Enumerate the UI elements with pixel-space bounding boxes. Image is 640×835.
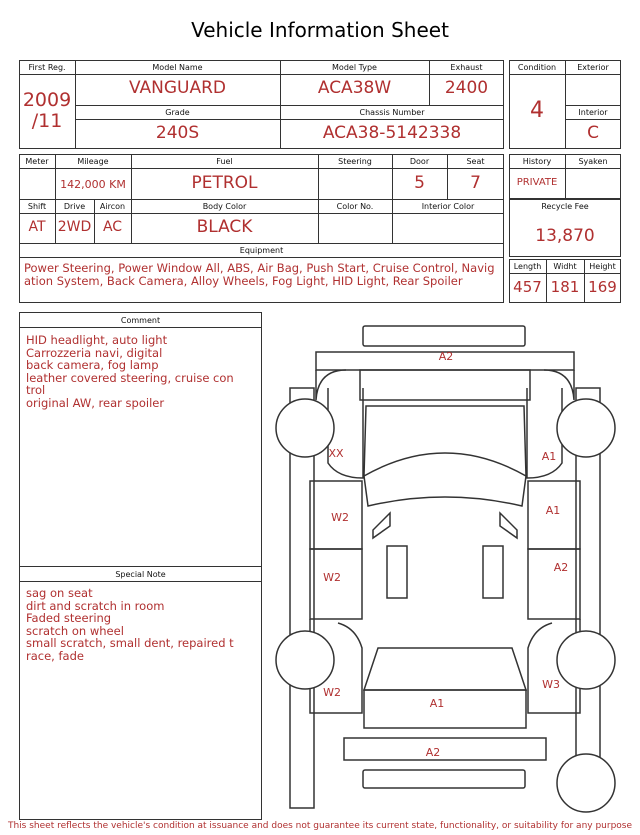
comment-label: Comment [120,316,161,325]
rear-step [363,770,525,788]
sheet-title: Vehicle Information Sheet [191,18,449,42]
aircon-value: AC [102,219,123,235]
height-value: 169 [588,278,617,296]
front-left-wheel [276,399,334,457]
spare-wheel [557,754,615,812]
seat-label: Seat [466,157,485,166]
model-type-label: Model Type [332,63,377,72]
equipment-value: Power Steering, Power Window All, ABS, Air Bag, Push Start, Cruise Control, Navigation System, Back Camera, Alloy Wheels, Fog Light, HID Light, Rear Spoiler [24,261,495,288]
grade-value: 240S [155,123,200,143]
length-label: Length [513,262,542,271]
damage-mark-left-door-rear: W2 [323,571,341,584]
drive-label: Drive [63,202,86,211]
body-color-label: Body Color [202,202,247,211]
rear-bumper [344,738,546,760]
mileage-value: 142,000 KM [60,178,126,191]
model-type-value: ACA38W [317,78,392,98]
history-value: PRIVATE [516,177,558,188]
width-value: 181 [550,278,580,296]
rear-right-wheel [557,631,615,689]
damage-mark-right-door-rear: A2 [553,561,569,574]
special-note-label: Special Note [115,570,166,579]
interior-color-label: Interior Color [421,202,475,211]
front-right-wheel [557,399,615,457]
recycle-fee-value: 13,870 [535,226,595,246]
grade-label: Grade [165,108,190,117]
height-label: Height [589,262,616,271]
equipment-label: Equipment [239,246,284,255]
recycle-fee-label: Recycle Fee [541,202,589,211]
damage-mark-rear-center: A1 [429,697,445,710]
body-color-value: BLACK [196,217,253,237]
damage-mark-left-rear: W2 [323,686,341,699]
damage-mark-right-front: A1 [541,450,557,463]
damage-mark-left-front: XX [328,447,344,460]
left-inner-window [387,546,407,598]
model-name-value: VANGUARD [128,78,227,98]
chassis-number-label: Chassis Number [359,108,425,117]
windshield-area [364,406,526,476]
condition-value: 4 [530,98,544,123]
special-note-text: sag on seat dirt and scratch in room Faded steering scratch on wheel small scratch, small dent, repaired trace, fade [26,586,234,663]
interior-label: Interior [578,108,608,117]
shift-label: Shift [27,202,47,211]
door-label: Door [409,157,430,166]
syaken-label: Syaken [578,157,608,166]
damage-mark-right-door-front: A1 [545,504,561,517]
mileage-label: Mileage [77,157,109,166]
comment-text: HID headlight, auto light Carrozzeria navi, digital back camera, fog lamp leather covered steering, cruise control original AW, rear spoiler [26,333,234,410]
windshield [364,476,526,506]
aircon-label: Aircon [99,202,126,211]
damage-mark-rear: A2 [425,746,441,759]
chassis-number-value: ACA38-5142338 [322,123,462,143]
front-bumper [363,326,525,346]
exterior-label: Exterior [577,63,609,72]
left-rear-door [310,549,362,619]
first-reg-label: First Reg. [28,63,66,72]
model-name-label: Model Name [152,63,203,72]
fuel-value: PETROL [191,173,258,193]
interior-value: C [587,123,599,143]
right-inner-window [483,546,503,598]
hood [360,370,530,400]
steering-label: Steering [338,157,372,166]
car-damage-diagram [268,318,622,821]
width-label: Widht [553,262,577,271]
first-reg-year: 2009 [22,89,72,111]
exhaust-value: 2400 [444,78,489,98]
length-value: 457 [513,278,542,296]
damage-mark-left-door-front: W2 [331,511,349,524]
exhaust-label: Exhaust [450,63,483,72]
rear-glass [364,648,526,690]
right-rear-door [528,549,580,619]
shift-value: AT [28,219,46,235]
damage-mark-front: A2 [438,350,454,363]
condition-label: Condition [517,63,557,72]
left-quarter-glass [373,513,390,538]
front-right-corner [544,370,574,400]
door-value: 5 [414,173,425,193]
seat-value: 7 [470,173,481,193]
footer-disclaimer: This sheet reflects the vehicle's condition at issuance and does not guarantee its current state, functionality, or suitability for any purpose [7,821,633,831]
drive-value: 2WD [57,219,92,235]
fuel-label: Fuel [216,157,233,166]
front-left-corner [316,370,346,400]
meter-label: Meter [25,157,49,166]
rear-left-wheel [276,631,334,689]
first-reg-month: /11 [31,110,63,132]
tailgate [364,690,526,728]
right-quarter-glass [500,513,517,538]
history-label: History [522,157,552,166]
damage-mark-right-rear: W3 [542,678,560,691]
color-no-label: Color No. [336,202,374,211]
